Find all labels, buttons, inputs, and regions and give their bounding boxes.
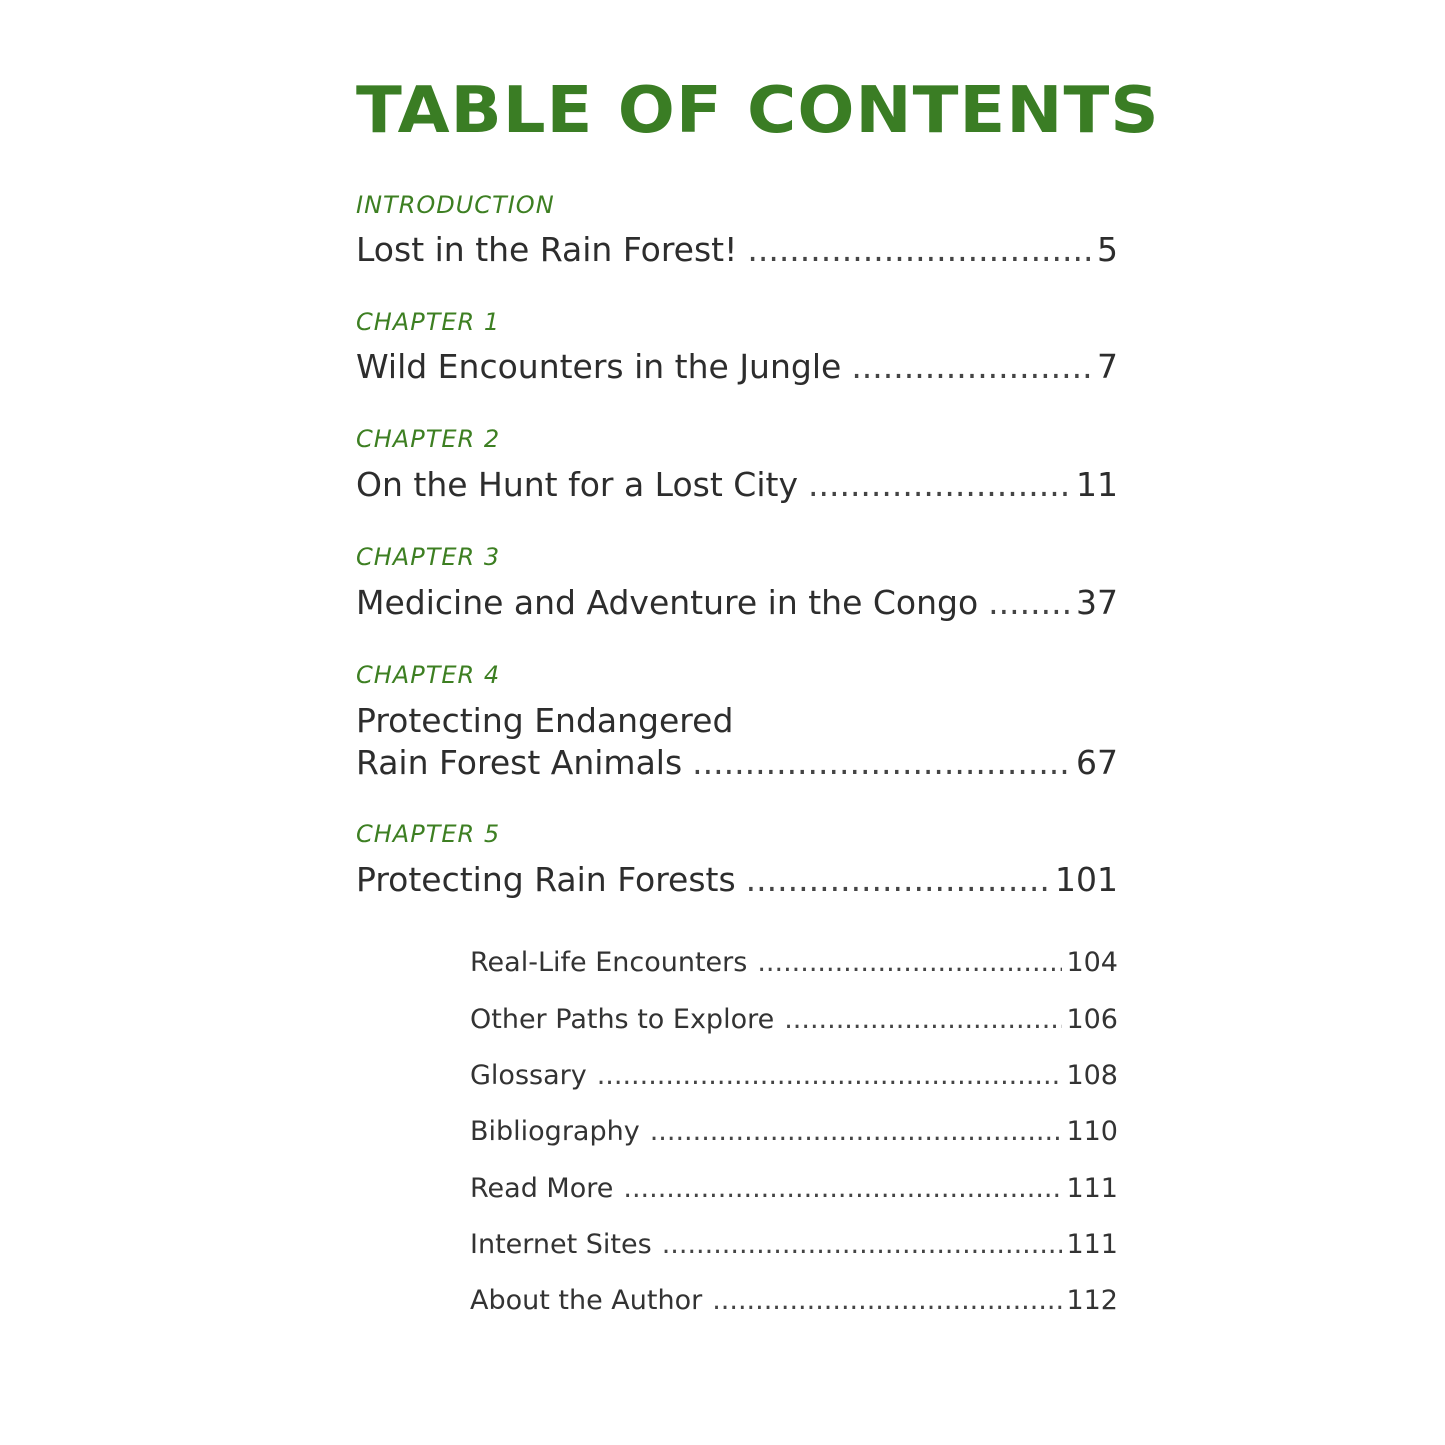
entry-title: Internet Sites	[470, 1229, 652, 1260]
entry-title-line-1[interactable]: Protecting Endangered	[356, 701, 734, 740]
toc-entry-introduction[interactable]	[356, 229, 1118, 271]
entry-page-number: 112	[1066, 1285, 1118, 1316]
toc-entry-real-life-encounters[interactable]	[470, 945, 1118, 981]
entry-title: Protecting Rain Forests	[356, 860, 736, 899]
toc-entry-chapter-1[interactable]	[356, 346, 1118, 388]
dot-leader	[662, 1227, 1063, 1263]
toc-entry-read-more[interactable]	[470, 1171, 1118, 1207]
entry-page-number: 5	[1097, 230, 1118, 269]
entry-page-number: 108	[1066, 1060, 1118, 1091]
entry-title: Wild Encounters in the Jungle	[356, 347, 842, 386]
chapter-label-introduction: INTRODUCTION	[356, 191, 555, 219]
dot-leader	[746, 859, 1051, 901]
toc-entry-glossary[interactable]	[470, 1058, 1118, 1094]
chapter-label-2: CHAPTER 2	[356, 425, 501, 453]
toc-entry-about-the-author[interactable]	[470, 1283, 1118, 1319]
dot-leader	[650, 1114, 1063, 1150]
page-title: TABLE OF CONTENTS	[356, 72, 1160, 148]
dot-leader	[623, 1171, 1062, 1207]
toc-entry-chapter-2[interactable]	[356, 464, 1118, 506]
entry-title: Medicine and Adventure in the Congo	[356, 583, 979, 622]
dot-leader	[747, 229, 1093, 271]
dot-leader	[757, 945, 1062, 981]
toc-entry-chapter-4[interactable]	[356, 742, 1118, 784]
entry-title: Bibliography	[470, 1116, 640, 1147]
toc-entry-other-paths[interactable]	[470, 1002, 1118, 1038]
entry-title: Read More	[470, 1173, 614, 1204]
dot-leader	[692, 742, 1072, 784]
dot-leader	[988, 582, 1072, 624]
entry-page-number: 111	[1066, 1173, 1118, 1204]
entry-page-number: 106	[1066, 1004, 1118, 1035]
chapter-label-1: CHAPTER 1	[356, 308, 501, 336]
entry-title: Glossary	[470, 1060, 587, 1091]
entry-title-line-2: Rain Forest Animals	[356, 743, 683, 782]
toc-entry-internet-sites[interactable]	[470, 1227, 1118, 1263]
entry-page-number: 37	[1076, 583, 1118, 622]
entry-title: Lost in the Rain Forest!	[356, 230, 738, 269]
entry-page-number: 7	[1097, 347, 1118, 386]
toc-entry-chapter-3[interactable]	[356, 582, 1118, 624]
chapter-label-3: CHAPTER 3	[356, 543, 501, 571]
entry-page-number: 111	[1066, 1229, 1118, 1260]
entry-page-number: 101	[1055, 860, 1118, 899]
entry-page-number: 110	[1066, 1116, 1118, 1147]
chapter-label-4: CHAPTER 4	[356, 661, 501, 689]
toc-entry-chapter-5[interactable]	[356, 859, 1118, 901]
entry-page-number: 11	[1076, 465, 1118, 504]
dot-leader	[808, 464, 1072, 506]
dot-leader	[597, 1058, 1063, 1094]
dot-leader	[712, 1283, 1062, 1319]
entry-title: About the Author	[470, 1285, 703, 1316]
dot-leader	[851, 346, 1093, 388]
entry-page-number: 67	[1076, 743, 1118, 782]
entry-page-number: 104	[1066, 947, 1118, 978]
chapter-label-5: CHAPTER 5	[356, 820, 501, 848]
entry-title: On the Hunt for a Lost City	[356, 465, 798, 504]
entry-title: Other Paths to Explore	[470, 1004, 775, 1035]
entry-title: Real-Life Encounters	[470, 947, 748, 978]
dot-leader	[784, 1002, 1062, 1038]
toc-entry-bibliography[interactable]	[470, 1114, 1118, 1150]
